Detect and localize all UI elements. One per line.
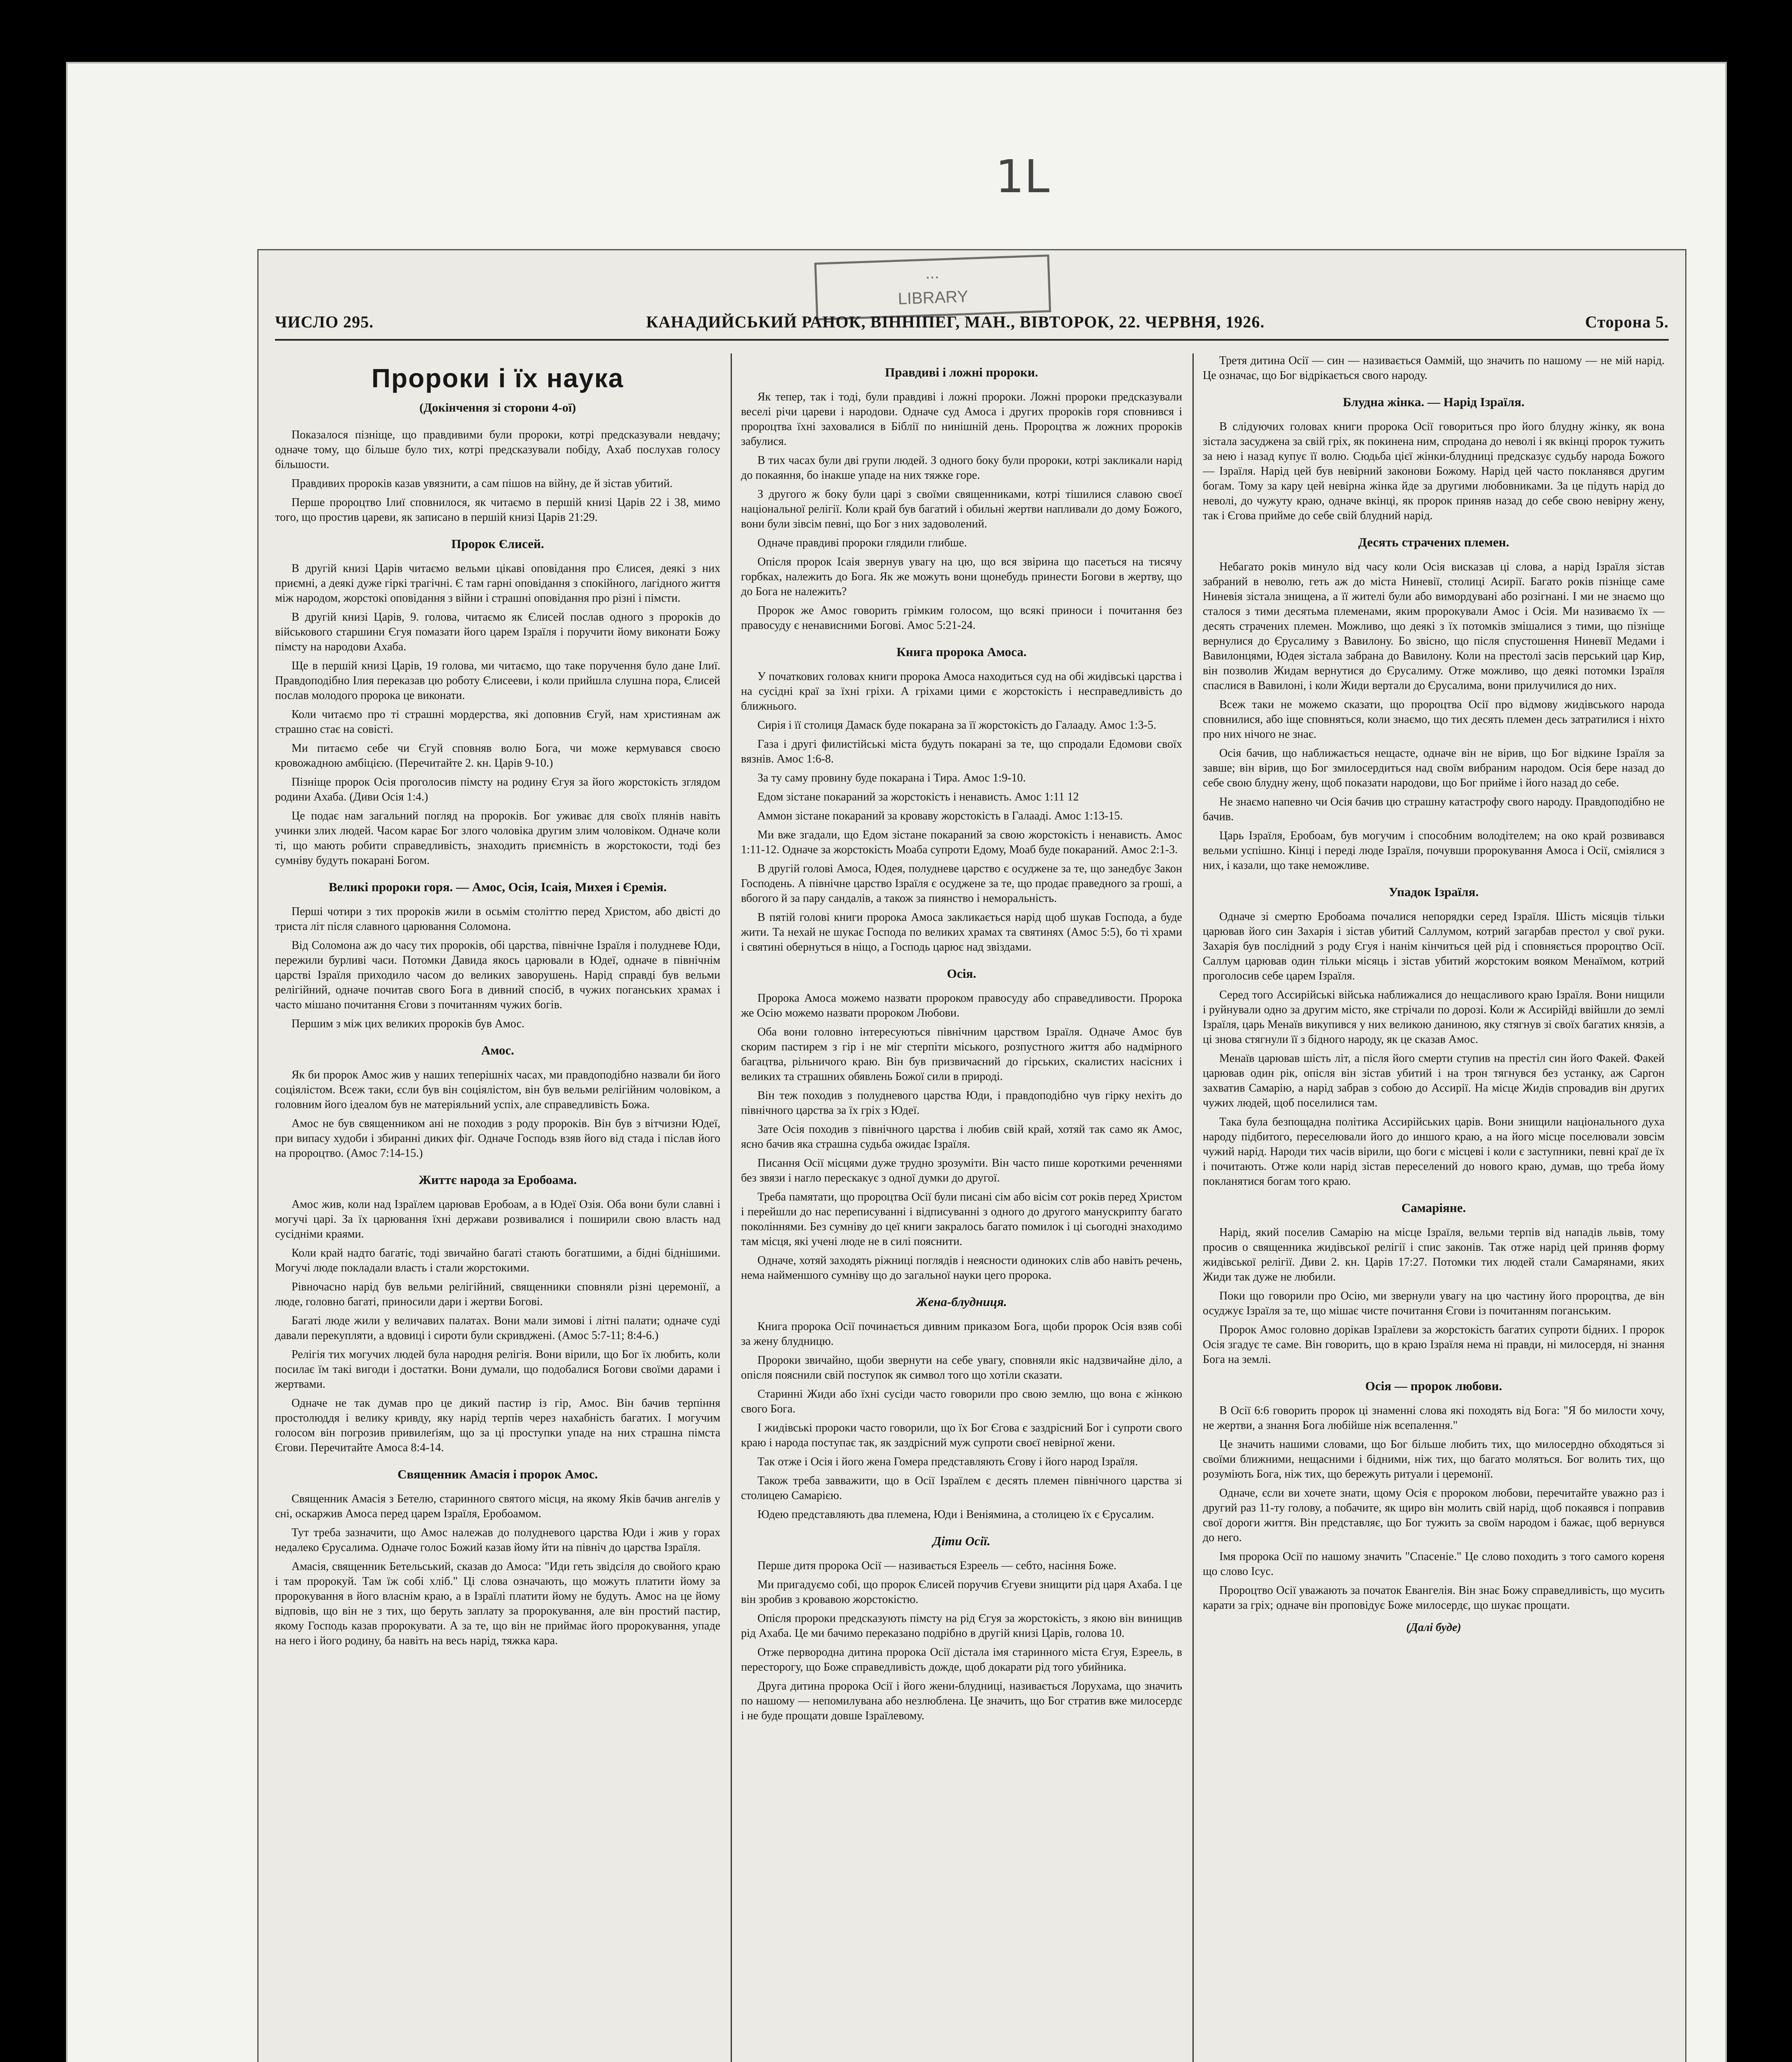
paragraph: Амос жив, коли над Ізраїлем царював Еробоам, а в Юдеї Озія. Оба вони були славні і могучі царі. За їх царювання їхні держави розвивалися і поширили свою власть над сусідніми краями.	[275, 1198, 720, 1240]
paragraph: Третя дитина Осії — син — називається Оаммій, що значить по нашому — не мій нарід. Це означає, що Бог відрікається свого народу.	[1203, 354, 1665, 382]
column-divider	[731, 353, 732, 2062]
paragraph: Опісля пророк Ісаія звернув увагу на цю, що вся звірина що пасеться на тисячу горбках, належить до Бога. Як же можуть вони щонебудь принести Богови в жертву, що до Бога не належить?	[741, 556, 1182, 598]
paragraph: Тут треба зазначити, що Амос належав до полудневого царства Юди і жив у горах недалеко Єрусалима. Одначе голос Божий казав йому йти на північ до царства Ізраїля.	[275, 1526, 720, 1554]
paragraph: Коли край надто багатіє, тоді звичайно багаті стають богатшими, а бідні біднішими. Могучі люде покладали власть і стали жорстокими.	[275, 1247, 720, 1274]
paragraph: Одначе не так думав про це дикий пастир із гір, Амос. Він бачив терпіння простолюддя і велику кривду, яку нарід терпів через нахабність багатих. І могучим голосом він погрозив привилеґіям, що за ці проступки упаде на них страшна пімста Єгови. Перечитайте Амоса 8:4-14.	[275, 1397, 720, 1454]
paragraphs	[275, 1197, 720, 1455]
paragraph: Священник Амасія з Бетелю, старинного святого місця, на якому Яків бачив ангелів у сні, оскаржив Амоса перед царем Ізраїля, Еробоамом.	[275, 1492, 720, 1520]
masthead-rule	[275, 339, 1669, 341]
paragraph: В другій книзі Царів, 9. голова, читаємо як Єлисей послав одного з пророків до військового старшини Єгуя помазати його царем Ізраїля і поручити йому виконати Божу пімсту на народови Ахаба.	[275, 611, 720, 653]
paragraph: В пятій голові книги пророка Амоса закликається нарід щоб шукав Господа, а буде жити. Та нехай не шукає Господа по великих храмах та святинях (Амос 5:5), бо ті храми і святині обернуться в ніщо, а Господь царює над звіздами.	[741, 911, 1182, 953]
paragraphs	[1203, 353, 1665, 383]
paragraph: З другого ж боку були царі з своїми священниками, котрі тішилися славою своєї національної релігії. Коли край був багатий і обильні жертви напливали до дому Божого, вони були зівсім певні, що Бог з них задоволений.	[741, 488, 1182, 530]
paragraph: Коли читаємо про ті страшні мордерства, які доповнив Єгуй, нам християнам аж страшно стає на совісті.	[275, 708, 720, 736]
section-heading: Діти Осії.	[932, 1534, 990, 1548]
paragraph: Осія бачив, що наближається нещасте, одначе він не вірив, що Бог відкине Ізраїля за завше; він вірив, що Бог змилосердиться над своїм вибраним народом. Осія бере назад до себе свою блудну жену, щоб показати народови, що Бог прийме і його назад до себе.	[1203, 747, 1665, 789]
paper-title: КАНАДИЙСЬКИЙ РАНОК, ВІННІПЕГ, МАН., ВІВТОРОК, 22. ЧЕРВНЯ, 1926.	[646, 313, 1265, 331]
paragraphs	[741, 669, 1182, 955]
paragraphs	[1203, 560, 1665, 873]
paragraph: Багаті люде жили у величавих палатах. Вони мали зимові і літні палати; одначе суді давали перекупляти, а вдовиці і сироти були скривджені. (Амос 5:7-11; 8:4-6.)	[275, 1314, 720, 1342]
paragraphs	[275, 1492, 720, 1648]
section-heading: Пророк Єлисей.	[451, 537, 544, 551]
paragraph: Нарід, який поселив Самарію на місце Ізраїля, вельми терпів від нападів львів, тому просив о священника жидівської релігії і спис законів. Так отже нарід цей приняв форму жидівської релігії. Диви 2. кн. Царів 17:27. Потомки тих людей стали Самарянами, яких Жиди так дуже не любили.	[1203, 1226, 1665, 1283]
paragraph: Ми пригадуємо собі, що пророк Єлисей поручив Єгуеви знищити рід царя Ахаба. І це він зробив з кровавою жорстокістю.	[741, 1578, 1182, 1606]
paragraph: Він теж походив з полудневого царства Юди, і правдоподібно чув гірку нехіть до північного царства за їх гріх з Юдеї.	[741, 1089, 1182, 1117]
section-heading: Осія — пророк любови.	[1365, 1379, 1502, 1393]
paragraph: Аммон зістане покараний за кроваву жорстокість в Галааді. Амос 1:13-15.	[757, 810, 1123, 822]
paragraph: Зате Осія походив з північного царства і любив свій край, хотяй так само як Амос, ясно бачив яка страшна судьба ожидає Ізраїля.	[741, 1123, 1182, 1151]
column-divider	[1192, 353, 1194, 2062]
paragraph: Пророка Амоса можемо назвати пророком правосуду або справедливости. Пророка же Осію можемо назвати пророком Любови.	[741, 992, 1182, 1019]
paragraph: Треба памятати, що пророцтва Осії були писані сім або вісім сот років перед Христом і перейшли до нас переписуванні і відписуванні з одного до другого манускрипту багато поколіннями. Без сумніву до цеї книги закралось багато помилок і ці сьогодні знаходимо там місця, які учені люде не в силі пояснити.	[741, 1191, 1182, 1248]
paragraph: Книга пророка Осії починається дивним приказом Бога, щоби пророк Осія взяв собі за жену блудницю.	[741, 1320, 1182, 1348]
paragraph: В слідуючих головах книги пророка Осії говориться про його блудну жінку, як вона зістала засуджена за свій гріх, як покинена ним, спродана до неволі і як вкінці пророк тужить за нею і назад купує її волю. Сюдьба цієї жінки-блудниці предсказує судьбу народа Божого — Ізраїля. Нарід цей був невірний законови Божому. Нарід цей часто покланявся другим богам. Тому за кару цей невірна жінка йде за другими любовниками. За це підуть нарід до неволі, до чужуту краю, одначе вкінці, як пророк приняв назад до себе свою невірну жену, так і Єгова прийме до себе свій блудний нарід.	[1203, 420, 1665, 522]
paragraph: Така була безпощадна політика Ассирійських царів. Вони знищили національного духа народу підбитого, переселювали його до иншого краю, а на його місце поселювали зовсім чужий нарід. Народи тих часів вірили, що боги є місцеві і коли є заступники, певні краї де їх і почитають. Отже коли нарід зістав переселений до нового краю, думав, що треба йому покланятися богам того краю.	[1203, 1116, 1665, 1188]
section-heading: Книга пророка Амоса.	[896, 645, 1027, 659]
paragraph: Не знаємо напевно чи Осія бачив цю страшну катастрофу свого народу. Правдоподібно не бачив.	[1203, 796, 1665, 823]
column-2	[741, 353, 1182, 2062]
paragraph: Юдею представляють два племена, Юди і Веніямина, а столицею їх є Єрусалим.	[757, 1508, 1154, 1521]
paragraphs	[275, 1068, 720, 1161]
column-3	[1203, 353, 1665, 2062]
paragraph: Писання Осії місцями дуже трудно зрозуміти. Він часто пише короткими реченнями без звязи і нагло перескакує з одної думки до другої.	[741, 1157, 1182, 1184]
continued-note: (Далі буде)	[1406, 1621, 1461, 1634]
paragraph: Ще в першій книзі Царів, 19 голова, ми читаємо, що таке поручення було дане Ілиї. Правдоподібно Ілия переказав цю роботу Єлисееви, і коли прийшла слушна пора, Єлисей послав молодого пророка це виконати.	[275, 659, 720, 702]
section-heading: Амос.	[481, 1043, 515, 1057]
stamp-line-1: ...	[925, 264, 940, 282]
scan-mark: 1L	[995, 150, 1050, 203]
paragraph: Це значить нашими словами, що Бог більше любить тих, що милосердно обходяться зі своїми ближними, нещасними і бідними, ніж тих, що багато моляться. Бог волить тих, що розуміють Бога, ніж тих, що бережуть ритуали і церемонії.	[1203, 1438, 1665, 1481]
paragraph: Амос не був священником ані не походив з роду пророків. Він був з вітчизни Юдеї, при випасу худоби і збиранні диких фіґ. Одначе Господь взяв його від стада і післав його на пророцтво. (Амос 7:14-15.)	[275, 1117, 720, 1160]
paragraph: В другій книзі Царів читаємо вельми цікаві оповідання про Єлисея, деякі з них приємні, а деякі дуже гіркі трагічні. Є там гарні оповідання з спокійного, лагідного життя між народом, жорстокі оповідання з війни і страшні оповідання про різні і пімсти.	[275, 562, 720, 605]
paragraph: Едом зістане покараний за жорстокість і ненависть. Амос 1:11 12	[757, 791, 1079, 803]
paragraphs	[741, 991, 1182, 1283]
microfilm-frame	[66, 62, 1727, 2062]
paragraph: Це подає нам загальний погляд на пророків. Бог уживає для своїх плянів навіть учинки злих людей. Часом карає Бог злого чоловіка другим злим чоловіком. Одначе коли ті, що мають робити справедливість, знаходить приємність в жорстокости, тоді без сумніву будуть покарані Богом.	[275, 810, 720, 867]
paragraph: Одначе, хотяй заходять ріжниці поглядів і неясности одиноких слів або навіть речень, нема найменшого сумніву що до загальної науки цего пророка.	[741, 1254, 1182, 1282]
issue-number: ЧИСЛО 295.	[275, 313, 374, 331]
paragraph: За ту саму провину буде покарана і Тира. Амос 1:9-10.	[757, 772, 1026, 784]
paragraph: І жидівські пророки часто говорили, що їх Бог Єгова є заздрісний Бог і супроти свого краю і народа поступає так, як заздрісний муж супроти своєї невірної жени.	[741, 1422, 1182, 1449]
paragraphs	[741, 1319, 1182, 1522]
paragraph: Оба вони головно інтересуються північним царством Ізраїля. Одначе Амос був скорим пастирем з гір і не міг стерпіти міського, розпустного життя або надмірного багацтва, рільничого краю. Він був призвичаєний до гірських, скалистих насісних і великих та страшних обявлень Божої сили в природі.	[741, 1026, 1182, 1083]
paragraph: Так отже і Осія і його жена Гомера представляють Єгову і його народ Ізраїля.	[757, 1455, 1138, 1468]
column-1	[275, 353, 720, 2062]
paragraph: Ми питаємо себе чи Єгуй сповняв волю Бога, чи може кермувався своєю кровожадною амбіцією. (Перечитайте 2. кн. Царів 9-10.)	[275, 742, 720, 770]
paragraph: Друга дитина пророка Осії і його жени-блудниці, називається Лорухама, що значить по нашому — непомилувана або незлюблена. Це значить, що Бог стратив вже милосердє і не буде прощати довше Ізраїлевому.	[741, 1680, 1182, 1722]
section-heading: Блудна жінка. — Нарід Ізраїля.	[1343, 395, 1525, 409]
section-heading: Життє народа за Еробоама.	[419, 1172, 577, 1187]
paragraph: В другій голові Амоса, Юдея, полудневе царство є осуджене за те, що занедбує Закон Господень. А північне царство Ізраїля є осуджене за те, що продає праведного за гроші, а вбогого й за пару сандалів, а також за пиянство і неморальність.	[741, 862, 1182, 905]
paragraph: Пророк Амос головно дорікав Ізраїлеви за жорстокість багатих супроти бідних. І пророк Осія згадує те саме. Він говорить, що в краю Ізраїля нема ні правди, ні милосердя, ні знання Бога на землі.	[1203, 1323, 1665, 1366]
paragraph: Правдивих пророків казав увязнити, а сам пішов на війну, де й зістав убитий.	[292, 477, 673, 490]
paragraph: Перше пророцтво Ілиї сповнилося, як читаємо в першій книзі Царів 22 і 38, мимо того, що простив цареви, як записано в першій книзі Царів 21:29.	[275, 496, 720, 524]
paragraph: Рівночасно нарід був вельми релігійний, священники сповняли різні церемонії, а люде, головно багаті, приносили дари і жертви Богові.	[275, 1281, 720, 1308]
paragraph: Старинні Жиди або їхні сусіди часто говорили про свою землю, що вона є жінкою свого Бога.	[741, 1388, 1182, 1415]
paragraph: Менаїв царював шість літ, а після його смерти ступив на престіл син його Факей. Факей царював один рік, опісля він зістав убитий і на трон тягнувся без устанку, аж Саргон захватив Самарію, а нарід забрав з собою до Ассирії. На місце Жидів спровадив він других чужих людей, щоб поселилися там.	[1203, 1052, 1665, 1109]
paragraph: Як би пророк Амос жив у наших теперішніх часах, ми правдоподібно назвали би його соціялістом. Всеж таки, єсли був він соціялістом, він був вельми релігійним чоловіком, а головним його ідеалом був не матеріяльний успіх, але справедливість Божа.	[275, 1069, 720, 1111]
paragraph: Від Соломона аж до часу тих пророків, обі царства, північне Ізраїля і полудневе Юди, пережили бурливі часи. Потомки Давида якось царювали в Юдеї, одначе в північнім царстві Ізраїля приходило часом до великих заворушень. Нарід справді був вельми релігійний, одначе почитав свого Бога в дивний спосіб, в чужих поганських храмах і часто мішано почитання Єгови з почитанням чужих богів.	[275, 939, 720, 1011]
paragraph: Показалося пізніще, що правдивими були пророки, котрі предсказували невдачу; одначе тому, що більше було тих, котрі предсказували побіду, Ахаб послухав голосу більшости.	[275, 428, 720, 471]
paragraphs	[1203, 1403, 1665, 1613]
stamp-line-2: LIBRARY	[897, 287, 969, 308]
paragraph: В тих часах були дві групи людей. З одного боку були пророки, котрі закликали нарід до покаяння, бо інакше упаде на них тяжке горе.	[741, 454, 1182, 482]
paragraph: Небагато років минуло від часу коли Осія висказав ці слова, а нарід Ізраїля зістав забраний в неволю, геть аж до міста Ниневії, столиці Асирії. Багато років пізніще саме Ниневія зістала знищена, а її жителі були або вимордувані або розігнані. І ми не знаємо що сталося з тими десятьма племенами, яким пророкували Амос і Осія. Ми називаємо їх — десять страчених племен. Можливо, що деякі з їх потомків змішалися з тими, що пізніще вернулися до Єрусалиму з Вавилону. Бо звісно, що після спустошення Ниневії Медами і Вавилонцями, Юдея зістала забрана до Вавилону. Коли на престолі засів перський цар Кир, він позволив Жидам вернутися до Єрусалиму. Отже можливо, що деякі потомки Ізраїля спаслися в Вавилоні, і коли Жиди вертали до Єрусалима, вони прилучилися до них.	[1203, 560, 1665, 692]
article-subtitle: (Докінчення зі сторони 4-ої)	[419, 401, 576, 414]
paragraph: Поки що говорили про Осію, ми звернули увагу на цю частину його пророцтва, де він осуджує Ізраїля за те, що мішає чисте почитання Єгови із почитанням поганським.	[1203, 1290, 1665, 1317]
library-stamp	[814, 254, 1051, 320]
paragraph: Отже первородна дитина пророка Осії дістала імя старинного міста Єгуя, Езреель, в пересторогу, що Боже справедливість дожде, щоб докарати рід того убийника.	[741, 1646, 1182, 1674]
paragraphs	[275, 904, 720, 1031]
section-heading: Самаріяне.	[1401, 1200, 1466, 1215]
section-heading: Великі пророки горя. — Амос, Осія, Ісаія, Михея і Єремія.	[329, 880, 667, 894]
paragraph: Пророцтво Осії уважають за початок Евангелія. Він знає Божу справедливість, що мусить карати за гріх; одначе він проповідує Боже милосердє, що шукає прощати.	[1203, 1584, 1665, 1612]
paragraph: Імя пророка Осії по нашому значить "Спасеніе." Це слово походить з того самого кореня що слово Ісус.	[1203, 1550, 1665, 1578]
paragraph: Царь Ізраїля, Еробоам, був могучим і способним володітелем; на око край розвивався вельми успішно. Кінці і переді люде Ізраїля, почувши пророкування Амоса і Осії, сміялися з них, і казали, що таке неможливе.	[1203, 829, 1665, 872]
section-heading: Жена-блудниця.	[916, 1295, 1007, 1309]
paragraph: Пророки звичайно, щоби звернути на себе увагу, сповняли якіс надзвичайне діло, а опісля пояснили свій поступок як символ того що хотіли сказати.	[741, 1354, 1182, 1382]
paragraph: Перші чотири з тих пророків жили в осьмім століттю перед Христом, або двісті до триста літ після славного царювання Соломона.	[275, 905, 720, 933]
section-heading: Правдиві і ложні пророки.	[885, 365, 1038, 379]
paragraphs	[275, 428, 720, 525]
paragraph: Опісля пророки предсказують пімсту на рід Єгуя за жорстокість, з якою він винищив рід Ахаба. Це ми бачимо переказано подрібно в другій книзі Царів, голова 10.	[741, 1612, 1182, 1640]
masthead	[275, 312, 1669, 337]
section-heading: Упадок Ізраїля.	[1388, 885, 1479, 899]
paragraph: Одначе, єсли ви хочете знати, щому Осія є пророком любови, перечитайте уважно раз і другий раз 11-ту голову, а побачите, як щиро він молить свій нарід, щоб покаявся і поправив свої дороги життя. Він представляє, що Бог тужить за своїм народом і бажає, щоб вернувся до него.	[1203, 1487, 1665, 1544]
page-number: Сторона 5.	[1585, 313, 1669, 331]
paragraphs	[275, 561, 720, 868]
paragraph: Пророк же Амос говорить грімким голосом, що всякі приноси і почитання без правосуду є ненависними Богові. Амос 5:21-24.	[741, 604, 1182, 632]
paragraphs	[1203, 419, 1665, 523]
paragraph: Першим з між цих великих пророків був Амос.	[292, 1017, 524, 1030]
paragraph: Сирія і її столиця Дамаск буде покарана за її жорстокість до Галааду. Амос 1:3-5.	[757, 719, 1157, 732]
paragraph: Пізніще пророк Осія проголосив пімсту на родину Єгуя за його жорстокість зглядом родини Ахаба. (Диви Осія 1:4.)	[275, 776, 720, 803]
paragraph: Всеж таки не можемо сказати, що пророцтва Осії про відмову жидівського народа сповнилися, або іще сповняться, коли знаємо, що тих десять племен десь затратилися і ніхто про них нічого не знає.	[1203, 698, 1665, 741]
paragraph: Перше дитя пророка Осії — називається Езреель — себто, насіння Боже.	[757, 1559, 1117, 1572]
paragraph: Як тепер, так і тоді, були правдиві і ложні пророки. Ложні пророки предсказували веселі річи цареви і народови. Одначе суд Амоса і других пророків горя сповнився і пророцтва їхні заховалися в Біблії по нинішній день. Пророцтва ж ложних пророків забулися.	[741, 391, 1182, 448]
paragraph: Також треба завважити, що в Осії Ізраїлем є десять племен північного царства зі столицею Самарією.	[741, 1474, 1182, 1502]
paragraphs	[1203, 909, 1665, 1189]
paragraph: Амасія, священник Бетельський, сказав до Амоса: "Иди геть звідсіля до свойого краю і там пророкуй. Там їж собі хліб." Ці слова означають, що можуть платити йому за пророкування в його власнім краю, а в Ізраїлі платити йому не будуть. Амос на це йому відповів, що він не з тих, що беруть заплату за пророкування, але він простий пастир, якому Господь казав пророкувати. А за те, що він не приймає його пророкування, упаде на него і його родину, ба навіть на весь нарід, тяжка кара.	[275, 1560, 720, 1647]
paragraphs	[1203, 1225, 1665, 1367]
newspaper-page	[257, 249, 1686, 2062]
paragraph: Релігія тих могучих людей була народня релігія. Вони вірили, що Бог їх любить, коли посилає їм такі вигоди і достатки. Вони думали, що подобалися Богови своїми дарами і жертвами.	[275, 1348, 720, 1391]
paragraph: Ми вже згадали, що Едом зістане покараний за свою жорстокість і ненависть. Амос 1:11-12. Одначе за жорстокість Моаба супроти Едому, Моаб буде покараний. Амос 2:1-3.	[741, 829, 1182, 856]
section-heading: Священник Амасія і пророк Амос.	[397, 1467, 598, 1481]
section-heading: Осія.	[947, 966, 976, 981]
paragraph: Одначе правдиві пророки глядили глибше.	[757, 537, 967, 549]
paragraph: Серед того Ассирійські війська наближалися до нещасливого краю Ізраїля. Вони нищили і руйнували одно за другим місто, яке стрічали по дорозі. Коли ж Ассирійді ввійшли до землі Ізраїля, царь Менаїв викупився у них великою даниною, яку стягнув зі своїх багатих князів, а ці знова стягнули її з бідного народу, як це сказав Амос.	[1203, 989, 1665, 1046]
paragraphs	[741, 1558, 1182, 1723]
paragraphs	[741, 390, 1182, 633]
paragraph: В Осії 6:6 говорить пророк ці знаменні слова які походять від Бога: "Я бо милости хочу, не жертви, а знання Бога любійше ніж всепалення."	[1203, 1404, 1665, 1432]
paragraph: Газа і другі филистійські міста будуть покарані за те, що спродали Едомови своїх вязнів. Амос 1:6-8.	[741, 738, 1182, 765]
section-heading: Десять страчених племен.	[1358, 535, 1510, 549]
article-title: Пророки і їх наука	[372, 363, 624, 393]
paragraph: У початкових головах книги пророка Амоса находиться суд на обі жидівські царства і на сусідні краї за їхні гріхи. А гріхами цими є жорстокість і несправедливість до ближнього.	[741, 670, 1182, 713]
paragraph: Одначе зі смертю Еробоама почалися непорядки серед Ізраїля. Шість місяців тільки царював його син Захарія і зістав убитий Саллумом, котрий загарбав престол у свої руки. Захарія був послідний з роду Єгуя і нанім кінчиться цей рід і сповняється пророцтво Осії. Саллум царював один тільки місяць і зістав убитий жорстоким вояком Менаїмом, котрий проголосив себе царем Ізраїля.	[1203, 910, 1665, 982]
